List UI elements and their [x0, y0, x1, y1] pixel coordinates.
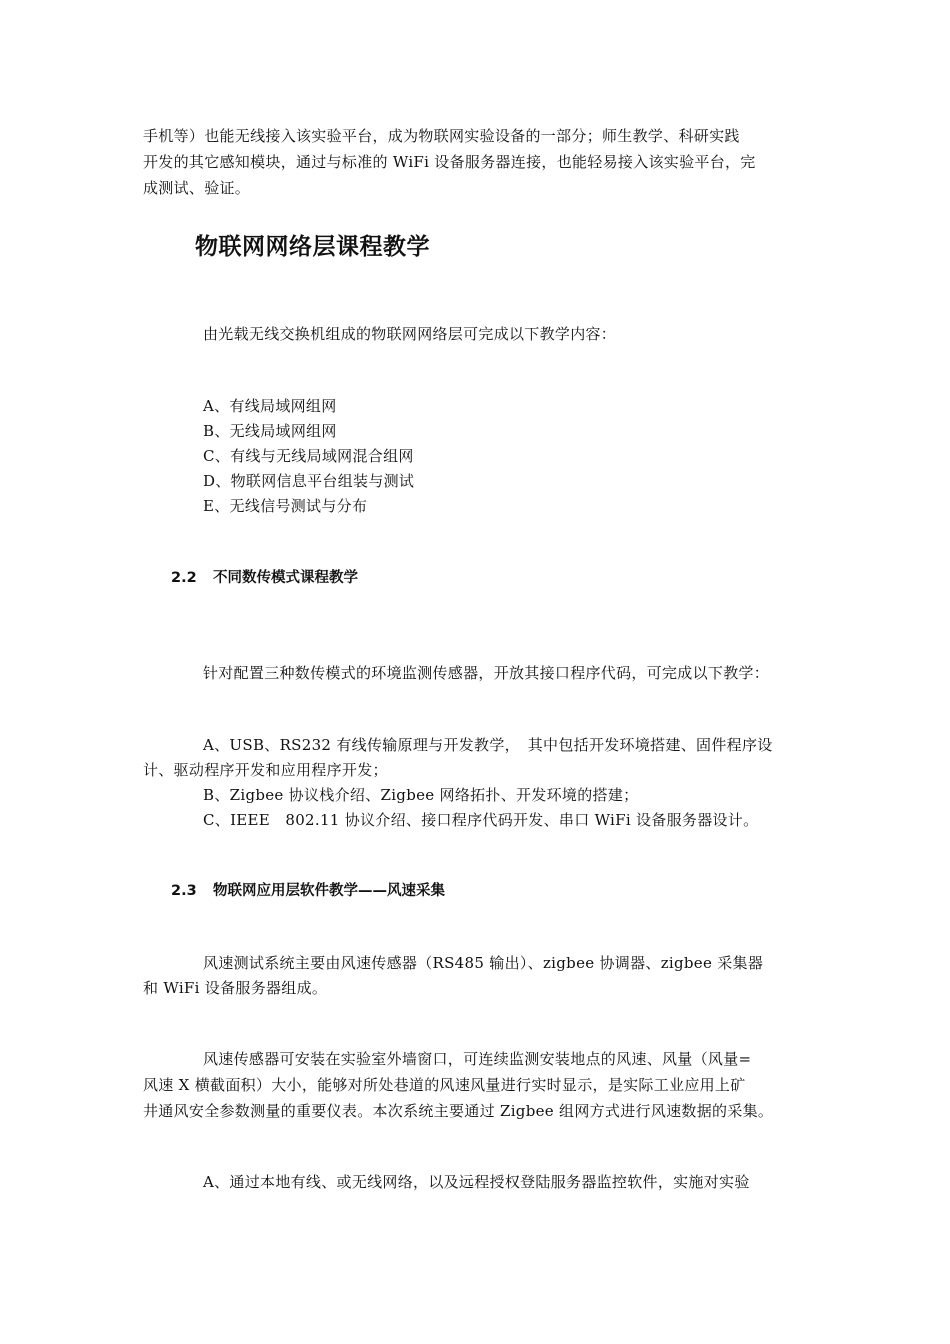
section-2-2-item-a-line-1: A、USB、RS232 有线传输原理与开发教学， 其中包括开发环境搭建、固件程序设	[203, 736, 773, 754]
intro-line-2: 开发的其它感知模块，通过与标准的 WiFi 设备服务器连接，也能轻易接入该实验平台，完	[143, 153, 756, 171]
intro-line-1: 手机等）也能无线接入该实验平台，成为物联网实验设备的一部分；师生教学、科研实践	[143, 127, 740, 145]
section-2-3-heading	[171, 881, 445, 901]
network-layer-heading: 物联网网络层课程教学	[195, 234, 430, 260]
section-2-3-para2-line-2: 风速 X 横截面积）大小，能够对所处巷道的风速风量进行实时显示，是实际工业应用上矿	[143, 1076, 746, 1094]
network-layer-intro: 由光载无线交换机组成的物联网网络层可完成以下教学内容：	[203, 325, 617, 343]
section-2-2-heading	[171, 568, 358, 588]
section-2-3-para2-line-3: 井通风安全参数测量的重要仪表。本次系统主要通过 Zigbee 组网方式进行风速数据的采集。	[143, 1102, 774, 1120]
section-2-2-number: 2.2	[171, 570, 197, 586]
network-item-b: B、无线局域网组网	[203, 422, 337, 440]
intro-line-3: 成测试、验证。	[143, 179, 251, 197]
section-2-2-item-b: B、Zigbee 协议栈介绍、Zigbee 网络拓扑、开发环境的搭建；	[203, 786, 639, 804]
section-2-2-intro: 针对配置三种数传模式的环境监测传感器，开放其接口程序代码，可完成以下教学：	[203, 664, 770, 682]
section-2-3-para1-line-2: 和 WiFi 设备服务器组成。	[143, 979, 328, 997]
section-2-3-number: 2.3	[171, 883, 197, 899]
network-item-c: C、有线与无线局域网混合组网	[203, 447, 414, 465]
section-2-2-item-c: C、IEEE 802.11 协议介绍、接口程序代码开发、串口 WiFi 设备服务器设计。	[203, 811, 759, 829]
section-2-3-para1-line-1: 风速测试系统主要由风速传感器（RS485 输出）、zigbee 协调器、zigbee 采集器	[203, 954, 764, 972]
network-item-e: E、无线信号测试与分布	[203, 497, 368, 515]
section-2-3-item-a: A、通过本地有线、或无线网络，以及远程授权登陆服务器监控软件，实施对实验	[203, 1173, 750, 1191]
section-2-3-para2-line-1: 风速传感器可安装在实验室外墙窗口，可连续监测安装地点的风速、风量（风量=	[203, 1050, 752, 1068]
network-item-a: A、有线局域网组网	[203, 397, 337, 415]
network-item-d: D、物联网信息平台组装与测试	[203, 472, 415, 490]
section-2-3-title: 物联网应用层软件教学——风速采集	[213, 883, 445, 899]
section-2-2-title: 不同数传模式课程教学	[213, 570, 358, 586]
section-2-2-item-a-line-2: 计、驱动程序开发和应用程序开发；	[143, 761, 388, 779]
